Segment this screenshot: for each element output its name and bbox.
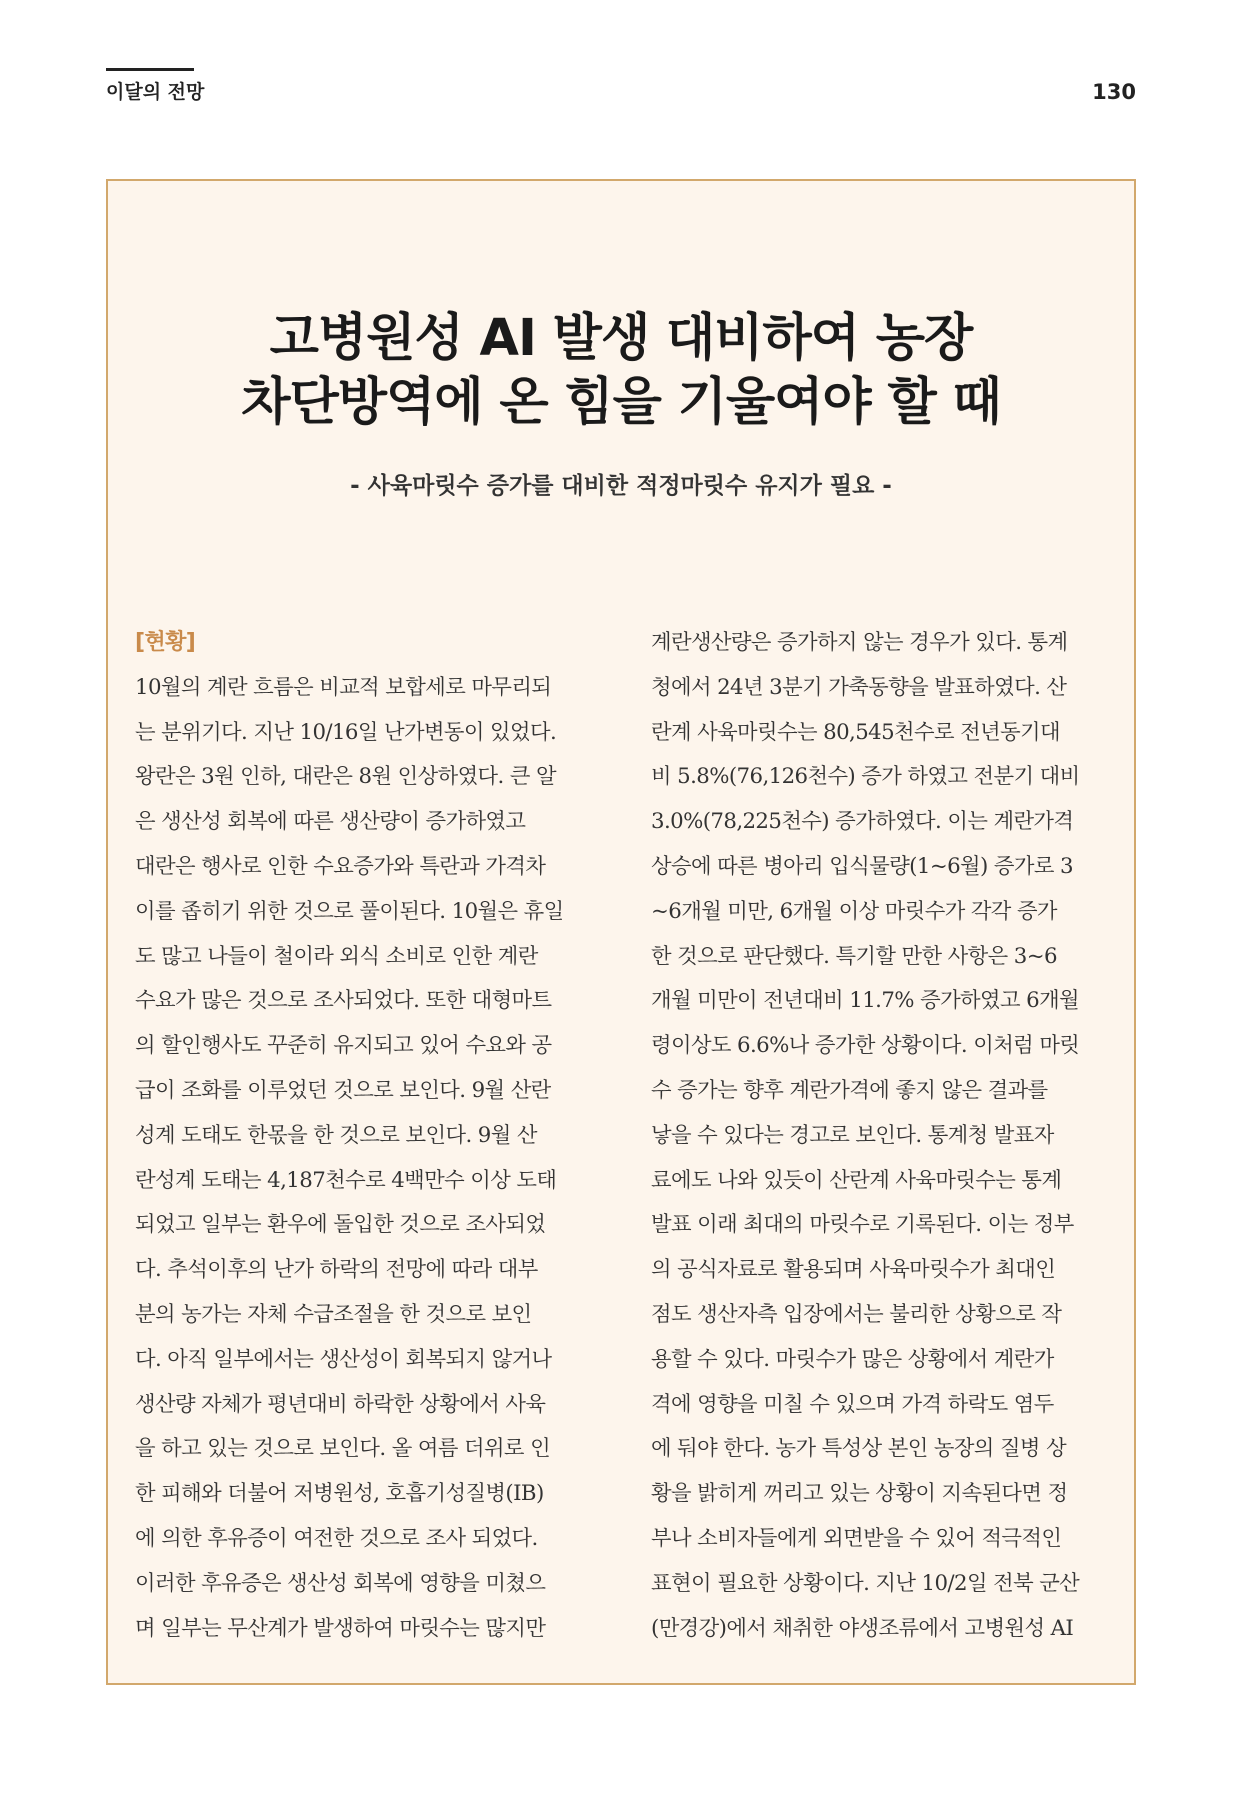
paragraph-line: 의 공식자료로 활용되며 사육마릿수가 최대인 [651,1257,1056,1283]
paragraph-line: 령이상도 6.6%나 증가한 상황이다. 이처럼 마릿 [651,1033,1080,1059]
paragraph-line: 대란은 행사로 인한 수요증가와 특란과 가격차 [135,853,546,879]
paragraph-line: 의 할인행사도 꾸준히 유지되고 있어 수요와 공 [135,1033,552,1059]
paragraph-line: 다. 아직 일부에서는 생산성이 회복되지 않거나 [135,1346,552,1372]
paragraph-line: 3.0%(78,225천수) 증가하였다. 이는 계란가격 [651,809,1074,835]
paragraph-line: 한 피해와 더불어 저병원성, 호흡기성질병(IB) [135,1481,544,1507]
paragraph-line: 10월의 계란 흐름은 비교적 보합세로 마무리되 [135,674,552,700]
header-rule [106,68,194,71]
paragraph-line: 표현이 필요한 상황이다. 지난 10/2일 전북 군산 [651,1570,1080,1596]
title-line: 고병원성 AI 발생 대비하여 농장 [269,309,973,368]
paragraph-line: 도 많고 나들이 철이라 외식 소비로 인한 계란 [135,943,538,969]
paragraph-line: 이를 좁히기 위한 것으로 풀이된다. 10월은 휴일 [135,898,564,924]
paragraph-line: 청에서 24년 3분기 가축동향을 발표하였다. 산 [651,674,1067,700]
paragraph-line: 생산량 자체가 평년대비 하락한 상황에서 사육 [135,1391,546,1417]
paragraph-line: 은 생산성 회복에 따른 생산량이 증가하였고 [135,809,526,835]
paragraph-line: 황을 밝히게 꺼리고 있는 상황이 지속된다면 정 [651,1481,1068,1507]
paragraph-line: 격에 영향을 미칠 수 있으며 가격 하락도 염두 [651,1391,1054,1417]
paragraph-line: 수요가 많은 것으로 조사되었다. 또한 대형마트 [135,988,552,1014]
paragraph-line: 낳을 수 있다는 경고로 보인다. 통계청 발표자 [651,1122,1054,1148]
paragraph-line: 개월 미만이 전년대비 11.7% 증가하였고 6개월 [651,988,1080,1014]
paragraph-line: 료에도 나와 있듯이 산란계 사육마릿수는 통계 [651,1167,1062,1193]
paragraph-line: 용할 수 있다. 마릿수가 많은 상황에서 계란가 [651,1346,1054,1372]
article-subtitle: - 사육마릿수 증가를 대비한 적정마릿수 유지가 필요 - [350,473,892,499]
paragraph-line: 을 하고 있는 것으로 보인다. 올 여름 더위로 인 [135,1436,551,1462]
paragraph-line: 이러한 후유증은 생산성 회복에 영향을 미쳤으 [135,1570,546,1596]
paragraph-line: ~6개월 미만, 6개월 이상 마릿수가 각각 증가 [651,898,1057,924]
paragraph-line: 는 분위기다. 지난 10/16일 난가변동이 있었다. [135,719,557,745]
paragraph-line: 란계 사육마릿수는 80,545천수로 전년동기대 [651,719,1060,745]
paragraph-line: 왕란은 3원 인하, 대란은 8원 인상하였다. 큰 알 [135,764,556,790]
paragraph-line: 란성계 도태는 4,187천수로 4백만수 이상 도태 [135,1167,557,1193]
article-box [106,179,1136,1685]
paragraph-line: 부나 소비자들에게 외면받을 수 있어 적극적인 [651,1525,1062,1551]
left-column [135,621,595,1651]
paragraph-line: 에 둬야 한다. 농가 특성상 본인 농장의 질병 상 [651,1436,1067,1462]
right-column [651,621,1111,1651]
paragraph-line: 급이 조화를 이루었던 것으로 보인다. 9월 산란 [135,1077,551,1103]
paragraph-line: 점도 생산자측 입장에서는 불리한 상황으로 작 [651,1301,1062,1327]
paragraph-line: 발표 이래 최대의 마릿수로 기록된다. 이는 정부 [651,1212,1074,1238]
title-line: 차단방역에 온 힘을 기울여야 할 때 [241,373,1001,432]
paragraph-line: 수 증가는 향후 계란가격에 좋지 않은 결과를 [651,1077,1048,1103]
paragraph-line: 계란생산량은 증가하지 않는 경우가 있다. 통계 [651,630,1068,655]
paragraph-line: 다. 추석이후의 난가 하락의 전망에 따라 대부 [135,1257,538,1283]
paragraph-line: 에 의한 후유증이 여전한 것으로 조사 되었다. [135,1525,538,1551]
paragraph-line: 되었고 일부는 환우에 돌입한 것으로 조사되었 [135,1212,546,1238]
paragraph-line: 며 일부는 무산계가 발생하여 마릿수는 많지만 [135,1615,546,1641]
paragraph-line: 비 5.8%(76,126천수) 증가 하였고 전분기 대비 [651,764,1080,790]
paragraph-line: 한 것으로 판단했다. 특기할 만한 사항은 3~6 [651,943,1057,969]
paragraph-line: 분의 농가는 자체 수급조절을 한 것으로 보인 [135,1301,532,1327]
page-number: 130 [1092,80,1136,104]
paragraph-line: 성계 도태도 한몫을 한 것으로 보인다. 9월 산 [135,1122,537,1148]
paragraph-line: 상승에 따른 병아리 입식물량(1~6월) 증가로 3 [651,853,1073,879]
article-title [108,307,1134,435]
section-label: 이달의 전망 [106,81,205,103]
paragraph-line: (만경강)에서 채취한 야생조류에서 고병원성 AI [651,1615,1074,1641]
section-heading: [현황] [135,630,196,655]
